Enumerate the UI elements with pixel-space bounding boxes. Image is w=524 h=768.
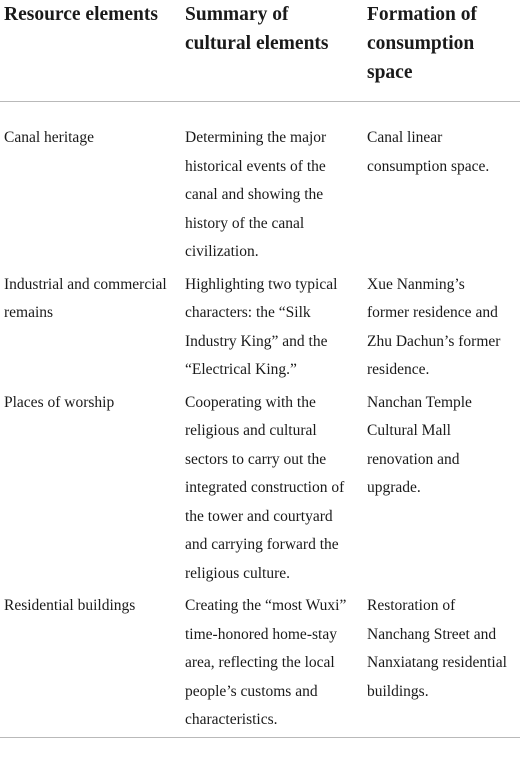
table-row	[0, 588, 520, 737]
cell-summary: Cooperating with the religious and cultural sectors to carry out the integrated construction of the tower and courtyard and carrying forward the religious culture.	[185, 393, 345, 582]
header-row	[0, 0, 520, 102]
cell-resource: Industrial and commercial remains	[4, 275, 167, 321]
header-resource-elements: Resource elements	[0, 0, 181, 102]
table-body	[0, 102, 520, 738]
cell-formation: Canal linear consumption space.	[367, 129, 490, 175]
table-row	[0, 385, 520, 589]
table-header	[0, 0, 520, 102]
cell-resource: Residential buildings	[0, 588, 181, 737]
cell-formation: Xue Nanming’s former residence and Zhu Dachun’s former residence.	[367, 275, 501, 378]
cell-formation: Restoration of Nanchang Street and Nanxiatang residential buildings.	[363, 588, 520, 737]
table-row	[0, 267, 520, 385]
cell-summary: Highlighting two typical characters: the “Silk Industry King” and the “Electrical King.”	[185, 275, 338, 378]
table-row	[0, 102, 520, 267]
cell-summary: Determining the major historical events of the canal and showing the history of the canal civilization.	[185, 129, 327, 260]
cell-formation: Nanchan Temple Cultural Mall renovation and upgrade.	[367, 393, 472, 496]
cell-resource: Places of worship	[4, 393, 115, 411]
header-summary-cultural-elements: Summary of cultural elements	[181, 0, 363, 102]
header-formation-consumption-space: Formation of consumption space	[363, 0, 520, 102]
cell-resource: Canal heritage	[4, 129, 94, 146]
cell-summary: Creating the “most Wuxi” time-honored home-stay area, reflecting the local people’s customs and characteristics.	[181, 588, 363, 737]
